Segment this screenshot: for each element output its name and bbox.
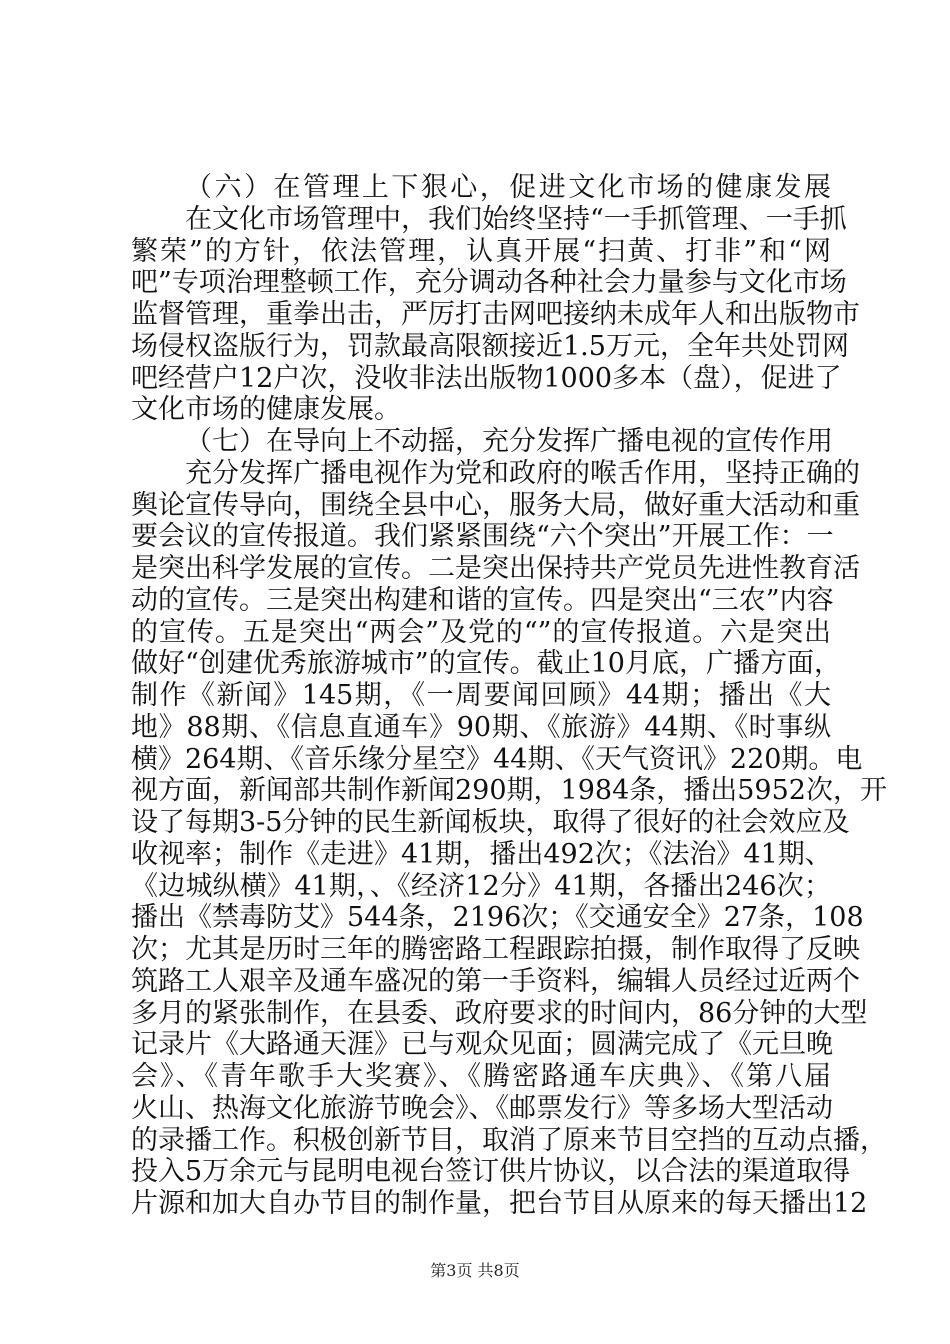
document-body: [131, 172, 887, 1220]
paragraph-line: 的录播工作。积极创新节目，取消了原来节目空挡的互动点播，: [131, 1124, 887, 1156]
paragraph-line: 舆论宣传导向，围绕全县中心，服务大局，做好重大活动和重: [131, 489, 860, 521]
paragraph-line: 视方面，新闻部共制作新闻290期，1984条，播出5952次，开: [131, 775, 887, 807]
paragraph-line: 制作《新闻》145期，《一周要闻回顾》44期；播出《大: [131, 680, 831, 711]
paragraph-line: 要会议的宣传报道。我们紧紧围绕“六个突出”开展工作：一: [131, 521, 834, 553]
paragraph-line: 收视率；制作《走进》41期，播出492次；《法治》41期、: [131, 838, 832, 870]
paragraph-line: 场侵权盗版行为，罚款最高限额接近1.5万元，全年共处罚网: [131, 330, 849, 362]
paragraph-line: 会》、《青年歌手大奖赛》、《腾密路通车庆典》、《第八届: [131, 1061, 831, 1092]
paragraph-line: 地》88期、《信息直通车》90期、《旅游》44期、《时事纵: [131, 711, 831, 743]
paragraph-line: 监督管理，重拳出击，严厉打击网吧接纳未成年人和出版物市: [131, 299, 860, 330]
paragraph-line: 片源和加大自办节目的制作量，把台节目从原来的每天播出12: [131, 1188, 868, 1219]
section-heading: （七）在导向上不动摇，充分发挥广播电视的宣传作用: [185, 426, 833, 457]
page-number-footer: 第3页 共8页: [430, 1261, 520, 1280]
paragraph-line: 动的宣传。三是突出构建和谐的宣传。四是突出“三农”内容: [131, 584, 834, 616]
paragraph-line: 文化市场的健康发展。: [131, 394, 401, 426]
paragraph-line: 播出《禁毒防艾》544条，2196次；《交通安全》27条，108: [131, 902, 864, 934]
paragraph-line: 次；尤其是历时三年的腾密路工程跟踪拍摄，制作取得了反映: [131, 934, 860, 965]
paragraph-line: 吧”专项治理整顿工作，充分调动各种社会力量参与文化市场: [131, 267, 847, 299]
paragraph-line: 多月的紧张制作，在县委、政府要求的时间内，86分钟的大型: [131, 997, 868, 1029]
paragraph-line: 《边城纵横》41期，、《经济12分》41期，各播出246次；: [131, 870, 831, 902]
paragraph-line: 吧经营户12户次，没收非法出版物1000多本（盘），促进了: [131, 362, 842, 394]
paragraph-line: 投入5万余元与昆明电视台签订供片协议，以合法的渠道取得: [131, 1156, 851, 1188]
paragraph-line: 在文化市场管理中，我们始终坚持“一手抓管理、一手抓: [185, 203, 847, 235]
paragraph-line: 筑路工人艰辛及通车盛况的第一手资料，编辑人员经过近两个: [131, 965, 860, 997]
paragraph-line: 做好“创建优秀旅游城市”的宣传。截止10月底，广播方面，: [131, 648, 841, 680]
paragraph-line: 记录片《大路通天涯》已与观众见面；圆满完成了《元旦晚: [131, 1029, 833, 1061]
paragraph-line: 是突出科学发展的宣传。二是突出保持共产党员先进性教育活: [131, 553, 860, 584]
paragraph-line: 的宣传。五是突出“两会”及党的“”的宣传报道。六是突出: [131, 616, 831, 648]
paragraph-line: 充分发挥广播电视作为党和政府的喉舌作用，坚持正确的: [185, 457, 860, 489]
paragraph-line: 繁荣”的方针，依法管理，认真开展“扫黄、打非”和“网: [131, 235, 831, 267]
paragraph-line: 设了每期3-5分钟的民生新闻板块，取得了很好的社会效应及: [131, 807, 850, 838]
paragraph-line: 横》264期、《音乐缘分星空》44期、《天气资讯》220期。电: [131, 743, 863, 775]
paragraph-line: 火山、热海文化旅游节晚会》、《邮票发行》等多场大型活动: [131, 1092, 833, 1124]
section-heading: （六）在管理上下狠心，促进文化市场的健康发展: [185, 172, 831, 203]
